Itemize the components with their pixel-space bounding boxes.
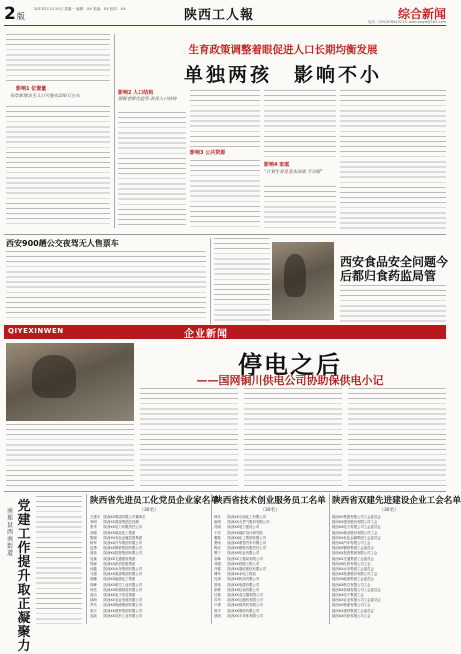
list-item: 陕西XX有色金属集团工会委员会 xyxy=(332,535,381,540)
article-text xyxy=(6,34,110,84)
list-item: 傅军 陕西XX水电工程局 xyxy=(214,572,256,577)
list-title: 陕西省技术创业服务员工名单 xyxy=(214,496,326,506)
enterprise-subtitle: ——国网铜川供电公司协助保供电小记 xyxy=(196,374,384,387)
list-item: 曹宁 陕西XX铝业有限公司 xyxy=(214,551,260,556)
enterprise-title: 停电之后 xyxy=(238,351,342,379)
list-title: 陕西省先进员工化党员企业家名单 xyxy=(90,496,219,506)
list-item: 陈刚 陕西XX有色金属控股集团 xyxy=(90,535,143,540)
article-text xyxy=(264,90,336,160)
list-item: 曾伟 陕西XX电缆有限公司 xyxy=(214,582,260,587)
band-label-pinyin: QIYEXINWEN xyxy=(8,327,64,335)
list-item: 陕西XX机械有限公司工会委员会 xyxy=(332,587,381,592)
list-item: 李明 陕西XX建设集团总经理 xyxy=(90,520,139,525)
pull-quote: 每年新增出生人口可能在200万左右 xyxy=(10,94,80,99)
article-text xyxy=(36,496,82,624)
list-item: 吕斌 陕西XX变压器有限公司 xyxy=(214,593,263,598)
subhead-impact-1: 影响1 位置量 xyxy=(16,86,47,92)
list-title: 陕西省双建先进建设企业工会名单 xyxy=(332,496,461,506)
list-count: （30名） xyxy=(379,508,399,513)
list-item: 杨军 陕西XX汽车集团有限公司 xyxy=(90,541,143,546)
feature-kicker: 生育政策调整着眼促进人口长期均衡发展 xyxy=(188,44,378,56)
list-item: 梁宇 陕西XX建材集团有限公司 xyxy=(90,608,143,613)
column-divider xyxy=(211,494,212,624)
list-item: 吴斌 陕西XX交通建设集团 xyxy=(90,556,136,561)
list-item: 陕西XX投资集团有限公司工会 xyxy=(332,551,378,556)
list-rows xyxy=(332,515,446,619)
list-item: 卢勇 陕西XX鼓风机有限公司 xyxy=(214,603,263,608)
list-item: 宋波 陕西XX纺织工业有限公司 xyxy=(90,613,143,618)
list-item: 许强 陕西XX通信建设有限公司 xyxy=(214,567,267,572)
pull-quote-2: 缓解老龄化趋势 改善人口结构 xyxy=(118,97,177,102)
article-text xyxy=(6,251,206,321)
list-item: 陕西XX建材集团工会委员会 xyxy=(332,608,374,613)
list-item: 赵勇 陕西XX钢铁集团有限公司 xyxy=(90,546,143,551)
issue-meta: 2013年11月10日 星期一 编辑：XX 美编：XX 校对：XX xyxy=(34,7,126,11)
list-item: 于洋 陕西XX煤矿设计研究院 xyxy=(214,530,263,535)
list-item: 陕西XX医药有限公司工会 xyxy=(332,561,371,566)
list-item: 唐明 陕西XX天然气股份有限公司 xyxy=(214,520,270,525)
article-text xyxy=(348,388,446,488)
side-feature-text xyxy=(36,496,82,624)
article-text xyxy=(140,388,238,488)
list-item: 陕西XX旅游股份有限公司工会 xyxy=(332,572,378,577)
list-item: 萧雨 陕西XX重型汽车有限公司 xyxy=(214,541,267,546)
contact-info: 电话：029-87654321 E-mail:sxgrb@163.com xyxy=(367,20,446,24)
list-count: （30名） xyxy=(260,508,280,513)
food-story xyxy=(340,285,446,323)
article-text xyxy=(340,285,446,323)
list-item: 胡鹏 陕西XX能源化工集团 xyxy=(90,577,136,582)
list-rows xyxy=(90,515,208,619)
list-item: 陕西XX交通集团工会委员会 xyxy=(332,556,374,561)
list-item: 郑涛 陕西XX医药控股集团 xyxy=(90,561,136,566)
list-item: 陕西XX建设股份有限公司工会 xyxy=(332,520,378,525)
article-text xyxy=(6,106,110,226)
article-text xyxy=(6,424,134,488)
subhead-impact-2: 影响2 人口结构 xyxy=(118,90,154,96)
section-name: 综合新闻 xyxy=(397,7,446,21)
list-party-entrepreneurs xyxy=(90,494,219,619)
band-label: 企业新闻 xyxy=(184,329,228,340)
feature-title: 单独两孩 影响不小 xyxy=(183,64,382,86)
list-count: （30名） xyxy=(139,508,159,513)
section-divider xyxy=(4,491,446,492)
side-feature-label: 南郑县西南街道 xyxy=(6,508,13,557)
list-item: 韩冬 陕西XX石油化工有限公司 xyxy=(214,515,267,519)
list-item: 林海 陕西XX农业发展有限公司 xyxy=(90,598,143,603)
list-item: 高洁 陕西XX电子信息集团 xyxy=(90,593,136,598)
list-item: 陕西XX集团有限公司工会委员会 xyxy=(332,515,381,519)
list-item: 陕西XX纺织有限公司工会 xyxy=(332,613,371,618)
list-item: 孙磊 陕西XX水务集团有限公司 xyxy=(90,567,143,572)
article-text xyxy=(264,186,336,230)
feature-column-4 xyxy=(264,90,336,230)
section-divider xyxy=(4,234,446,235)
list-item: 陕西XX电子集团工会 xyxy=(332,593,364,598)
column-divider xyxy=(114,34,115,228)
list-item: 邓超 陕西XX铁路工程公司 xyxy=(214,561,260,566)
subhead-impact-4: 影响4 家庭 xyxy=(264,162,290,168)
list-item: 陕西XX汽车有限公司工会 xyxy=(332,541,371,546)
list-item: 罗杰 陕西XX物流集团有限公司 xyxy=(90,603,143,608)
enterprise-photo xyxy=(6,343,134,421)
list-item: 张华 陕西XX电力有限责任公司 xyxy=(90,525,143,530)
list-item: 蒋平 陕西XX制药有限公司 xyxy=(214,608,260,613)
list-item: 袁峰 陕西XX工程局有限公司 xyxy=(214,556,263,561)
article-text xyxy=(214,238,270,322)
enterprise-news-band xyxy=(4,325,446,339)
list-item: 陕西XX航空有限公司工会 xyxy=(332,582,371,587)
list-item: 彭辉 陕西XX仪表有限公司 xyxy=(214,587,260,592)
column-divider xyxy=(86,494,87,624)
list-item: 郭峰 陕西XX航空工业有限公司 xyxy=(90,582,143,587)
paper-name: 陕西工人報 xyxy=(184,8,255,23)
list-item: 陕西XX农业有限公司工会委员会 xyxy=(332,598,381,603)
list-item: 王建平 陕西XX集团有限公司董事长 xyxy=(90,515,146,519)
list-item: 陕西XX电力有限公司工会委员会 xyxy=(332,525,381,530)
list-item: 何亮 陕西XX机械制造有限公司 xyxy=(90,587,143,592)
list-item: 马超 陕西XX旅游集团有限公司 xyxy=(90,572,143,577)
enterprise-text-2 xyxy=(140,388,446,488)
article-text xyxy=(190,90,260,148)
article-text xyxy=(340,90,446,230)
list-item: 陕西XX物流有限公司工会 xyxy=(332,603,371,608)
page-number: 2版 xyxy=(4,4,25,24)
train-story xyxy=(6,238,206,324)
list-item: 刘强 陕西XX煤业化工集团 xyxy=(90,530,136,535)
side-feature-title: 党建工作提升取正凝聚力 xyxy=(17,499,31,654)
list-item: 程亮 陕西XX钢铁有限责任公司 xyxy=(214,546,267,551)
feature-column-3 xyxy=(190,90,260,230)
list-item: 周伟 陕西XX投资集团有限公司 xyxy=(90,551,143,556)
list-item: 陕西XX能源集团工会委员会 xyxy=(332,577,374,582)
pull-quote-3: “计划生育是基本国策 不动摇” xyxy=(264,170,323,175)
feature-column-5 xyxy=(340,90,446,230)
list-item: 蔡明 陕西XX半导体有限公司 xyxy=(214,613,263,618)
article-text xyxy=(190,160,260,228)
list-item: 冯刚 陕西XX电力建设公司 xyxy=(214,525,260,530)
column-divider xyxy=(210,238,211,324)
list-item: 陕西XX水务集团工会委员会 xyxy=(332,567,374,572)
list-item: 沈涛 陕西XX机床有限公司 xyxy=(214,577,260,582)
portrait-photo xyxy=(272,242,334,320)
subhead-impact-3: 影响3 公共资源 xyxy=(190,150,226,156)
list-item: 董磊 陕西XX化工集团有限公司 xyxy=(214,535,267,540)
list-tech-service xyxy=(214,494,326,619)
article-text xyxy=(244,388,342,488)
list-rows xyxy=(214,515,326,619)
food-story-title: 西安食品安全问题今后都归食药监局管 xyxy=(340,255,449,283)
list-item: 陕西XX钢铁集团工会委员会 xyxy=(332,546,374,551)
list-union-units xyxy=(332,494,461,619)
list-item: 陕西XX煤业股份有限公司工会 xyxy=(332,530,378,535)
list-item: 苏华 陕西XX压缩机有限公司 xyxy=(214,598,263,603)
article-text xyxy=(118,112,186,228)
train-story-title: 西安900趟公交夜驾无人售票车 xyxy=(6,239,119,248)
masthead xyxy=(4,4,446,26)
feature-column-2 xyxy=(118,90,186,230)
column-divider xyxy=(329,494,330,624)
